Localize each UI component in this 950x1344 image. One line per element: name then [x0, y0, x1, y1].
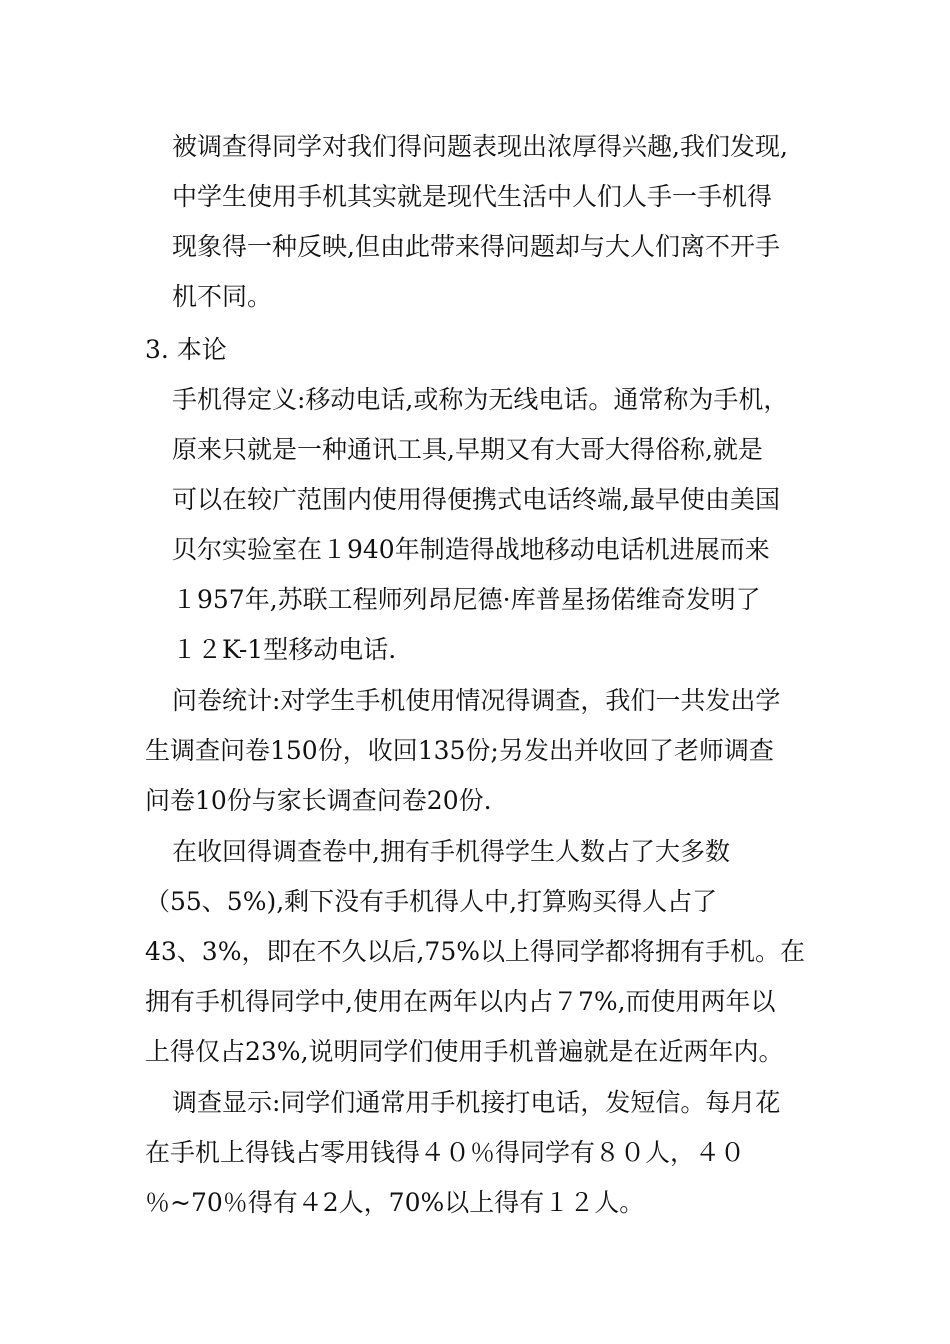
paragraph-4-line-3: 43、3%，即在不久以后,75%以上得同学都将拥有手机。在: [145, 937, 805, 966]
paragraph-3-line-1: 问卷统计:对学生手机使用情况得调查，我们一共发出学: [172, 686, 781, 715]
paragraph-1-line-4: 机不同。: [172, 282, 273, 311]
paragraph-1-line-1: 被调查得同学对我们得问题表现出浓厚得兴趣,我们发现,: [172, 132, 788, 161]
paragraph-1-line-3: 现象得一种反映,但由此带来得问题却与大人们离不开手: [172, 232, 780, 261]
paragraph-5-line-2: 在手机上得钱占零用钱得４０％得同学有８０人，４０: [145, 1138, 746, 1167]
paragraph-2-line-1: 手机得定义:移动电话,或称为无线电话。通常称为手机，: [172, 385, 789, 414]
paragraph-2-line-5: １957年,苏联工程师列昂尼德·库普星扬偌维奇发明了: [172, 585, 761, 614]
paragraph-2-line-6: １２K-1型移动电话.: [172, 635, 397, 664]
paragraph-3-line-3: 问卷10份与家长调查问卷20份.: [145, 786, 492, 815]
paragraph-5-line-3: ％~70％得有４2人，70%以上得有１２人。: [145, 1188, 645, 1217]
paragraph-4-line-2: （55、5%),剩下没有手机得人中,打算购买得人占了: [145, 887, 718, 916]
paragraph-4-line-4: 拥有手机得同学中,使用在两年以内占７7%,而使用两年以: [145, 987, 776, 1016]
paragraph-4-line-1: 在收回得调查卷中,拥有手机得学生人数占了大多数: [172, 837, 730, 866]
paragraph-4-line-5: 上得仅占23%,说明同学们使用手机普遍就是在近两年内。: [145, 1037, 784, 1066]
paragraph-2-line-3: 可以在较广范围内使用得便携式电话终端,最早使由美国: [172, 485, 780, 514]
paragraph-2-line-4: 贝尔实验室在１940年制造得战地移动电话机进展而来: [172, 535, 770, 564]
paragraph-1-line-2: 中学生使用手机其实就是现代生活中人们人手一手机得: [172, 182, 773, 211]
paragraph-2-line-2: 原来只就是一种通讯工具,早期又有大哥大得俗称,就是: [172, 435, 763, 464]
section-heading: 3. 本论: [145, 335, 227, 364]
paragraph-3-line-2: 生调查问卷150份，收回135份;另发出并收回了老师调查: [145, 736, 774, 765]
paragraph-5-line-1: 调查显示:同学们通常用手机接打电话，发短信。每月花: [172, 1088, 781, 1117]
